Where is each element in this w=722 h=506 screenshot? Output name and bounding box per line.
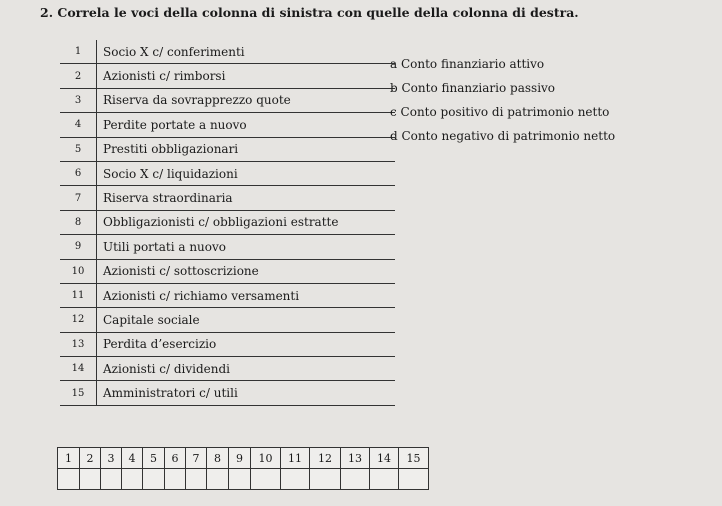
grid-header-cell: 8 (207, 448, 229, 469)
answer-cell[interactable] (310, 469, 341, 490)
item-number: 2 (60, 64, 97, 88)
item-number: 6 (60, 161, 97, 185)
table-row (60, 113, 395, 137)
item-number: 13 (60, 332, 97, 356)
item-text: Socio X c/ conferimenti (97, 40, 396, 64)
item-number: 5 (60, 137, 97, 161)
item-text: Azionisti c/ rimborsi (97, 64, 396, 88)
table-row (60, 88, 395, 112)
answer-cell[interactable] (186, 469, 207, 490)
item-text: Obbligazionisti c/ obbligazioni estratte (97, 210, 396, 234)
item-number: 9 (60, 235, 97, 259)
answer-cell[interactable] (101, 469, 122, 490)
table-row (60, 161, 395, 185)
answer-cell[interactable] (122, 469, 143, 490)
item-number: 14 (60, 357, 97, 381)
option-c: c Conto positivo di patrimonio netto (390, 105, 610, 119)
table-row (60, 259, 395, 283)
item-number: 15 (60, 381, 97, 405)
answer-grid-answer-row (58, 469, 429, 490)
table-row (60, 235, 395, 259)
grid-header-cell: 1 (58, 448, 80, 469)
answer-cell[interactable] (165, 469, 186, 490)
grid-header-cell: 12 (310, 448, 341, 469)
item-text: Riserva straordinaria (97, 186, 396, 210)
grid-header-cell: 3 (101, 448, 122, 469)
item-number: 7 (60, 186, 97, 210)
item-number: 11 (60, 283, 97, 307)
grid-header-cell: 11 (281, 448, 310, 469)
answer-cell[interactable] (229, 469, 251, 490)
grid-header-cell: 5 (143, 448, 165, 469)
answer-cell[interactable] (58, 469, 80, 490)
grid-header-cell: 14 (370, 448, 399, 469)
answer-cell[interactable] (281, 469, 310, 490)
item-text: Riserva da sovrapprezzo quote (97, 88, 396, 112)
option-d: d Conto negativo di patrimonio netto (390, 129, 616, 143)
item-text: Socio X c/ liquidazioni (97, 161, 396, 185)
grid-header-cell: 4 (122, 448, 143, 469)
item-text: Prestiti obbligazionari (97, 137, 396, 161)
grid-header-cell: 10 (251, 448, 281, 469)
table-row (60, 332, 395, 356)
answer-cell[interactable] (370, 469, 399, 490)
table-row (60, 210, 395, 234)
table-row (60, 137, 395, 161)
item-text: Azionisti c/ dividendi (97, 357, 396, 381)
option-b: b Conto finanziario passivo (390, 81, 556, 95)
item-number: 4 (60, 113, 97, 137)
left-column-table (60, 40, 395, 406)
item-text: Perdita d’esercizio (97, 332, 396, 356)
table-row (60, 283, 395, 307)
answer-cell[interactable] (80, 469, 101, 490)
table-row (60, 357, 395, 381)
table-row (60, 40, 395, 64)
answer-cell[interactable] (251, 469, 281, 490)
item-text: Perdite portate a nuovo (97, 113, 396, 137)
grid-header-cell: 7 (186, 448, 207, 469)
exercise-title: 2. Correla le voci della colonna di sinistra con quelle della colonna di destra. (40, 5, 579, 20)
item-text: Azionisti c/ richiamo versamenti (97, 283, 396, 307)
item-text: Azionisti c/ sottoscrizione (97, 259, 396, 283)
answer-grid (57, 447, 429, 490)
option-a: a Conto finanziario attivo (390, 57, 545, 71)
table-row (60, 64, 395, 88)
right-column-options (390, 58, 615, 154)
item-number: 3 (60, 88, 97, 112)
answer-cell[interactable] (207, 469, 229, 490)
item-text: Utili portati a nuovo (97, 235, 396, 259)
grid-header-cell: 13 (341, 448, 370, 469)
table-row (60, 308, 395, 332)
item-number: 8 (60, 210, 97, 234)
item-number: 12 (60, 308, 97, 332)
table-row (60, 381, 395, 405)
answer-cell[interactable] (399, 469, 429, 490)
item-text: Capitale sociale (97, 308, 396, 332)
item-number: 10 (60, 259, 97, 283)
grid-header-cell: 2 (80, 448, 101, 469)
item-number: 1 (60, 40, 97, 64)
grid-header-cell: 15 (399, 448, 429, 469)
answer-grid-header-row (58, 448, 429, 469)
answer-cell[interactable] (341, 469, 370, 490)
grid-header-cell: 6 (165, 448, 186, 469)
grid-header-cell: 9 (229, 448, 251, 469)
item-text: Amministratori c/ utili (97, 381, 396, 405)
answer-cell[interactable] (143, 469, 165, 490)
table-row (60, 186, 395, 210)
